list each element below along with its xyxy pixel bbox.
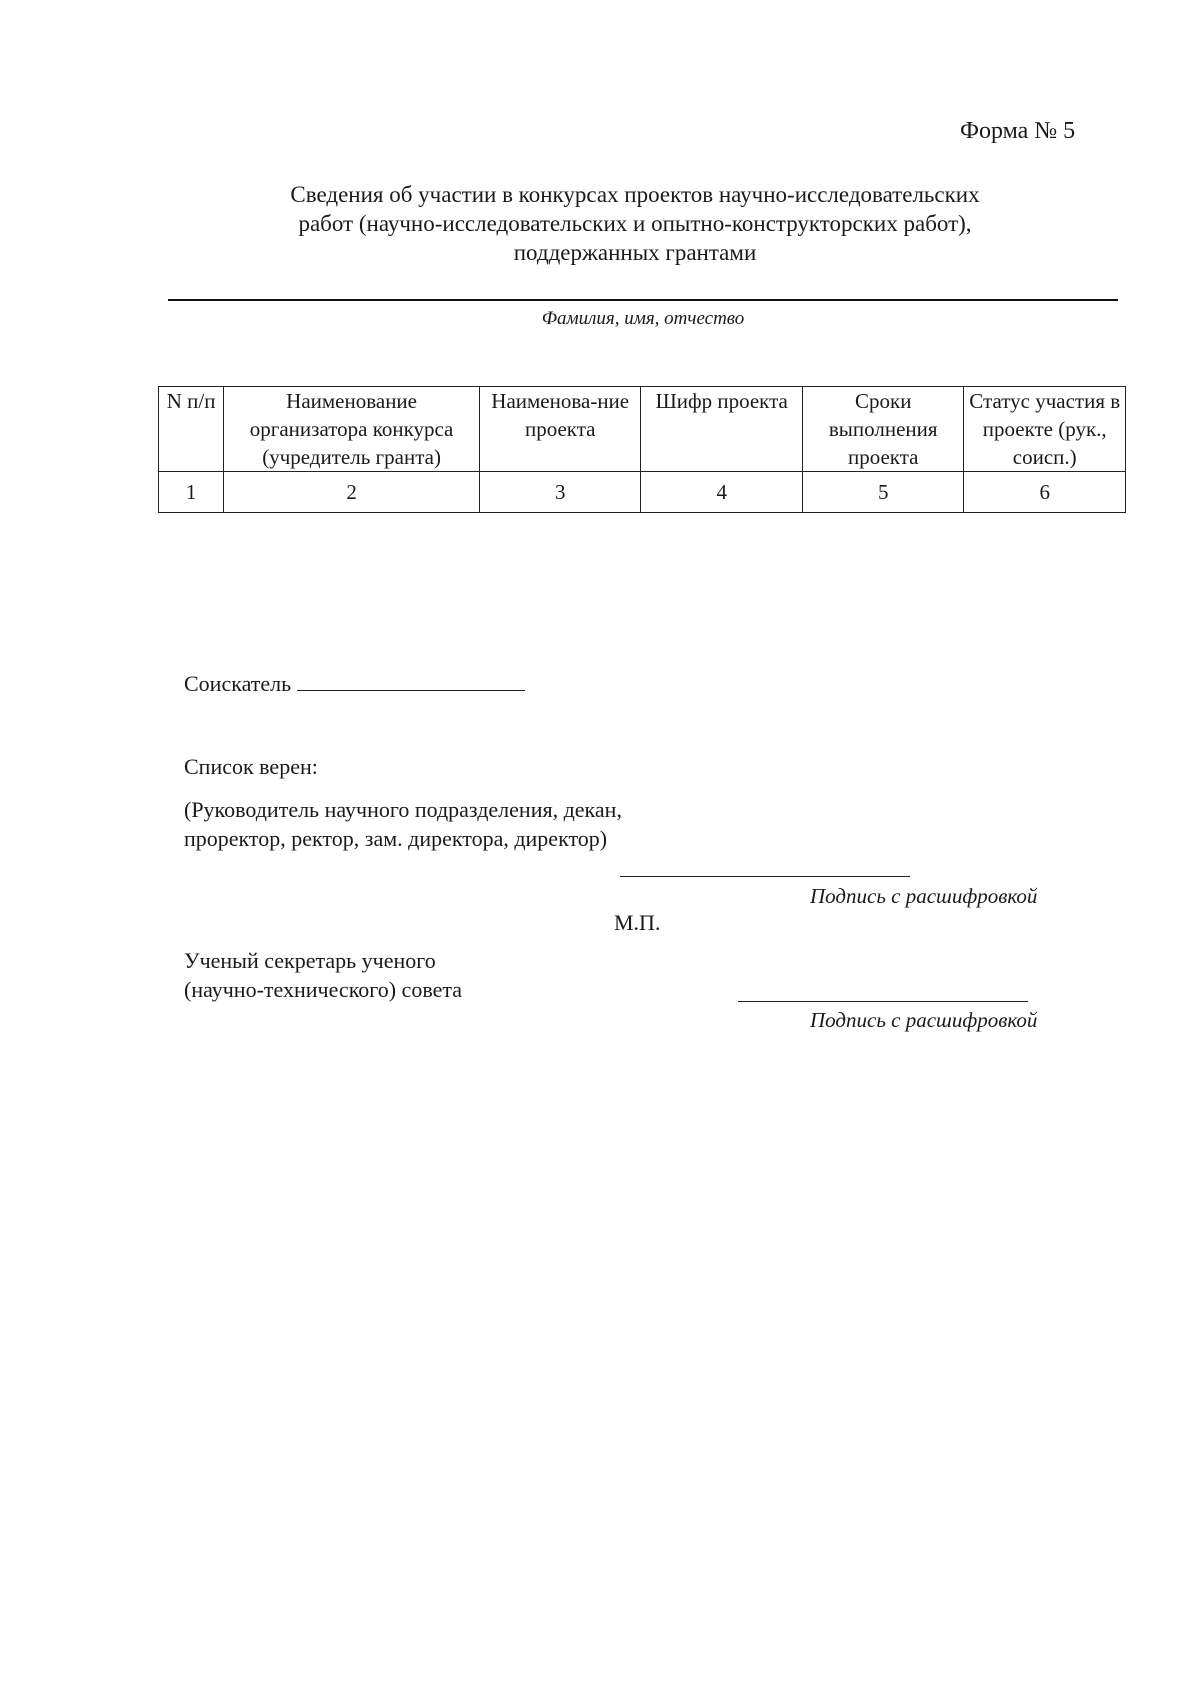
column-number-3: 3 [479, 472, 641, 513]
name-field-caption: Фамилия, имя, отчество [541, 308, 745, 329]
applicant-row [184, 668, 525, 698]
list-correct-label: Список верен: [184, 754, 318, 779]
head-signature-line[interactable] [620, 876, 910, 877]
applicant-signature-line[interactable] [297, 668, 525, 691]
title-line-1: Сведения об участии в конкурсах проектов научно-исследовательских [290, 182, 980, 207]
name-field-line[interactable] [168, 299, 1118, 301]
column-number-1: 1 [159, 472, 224, 513]
column-number-6: 6 [964, 472, 1126, 513]
head-position-block [184, 795, 622, 853]
column-number-2: 2 [224, 472, 480, 513]
secretary-line-1: Ученый секретарь ученого [184, 948, 436, 973]
head-position-line-2: проректор, ректор, зам. директора, директор) [184, 826, 608, 851]
header-number: N п/п [159, 387, 224, 472]
secretary-line-2: (научно-технического) совета [184, 977, 462, 1002]
head-signature-caption: Подпись с расшифровкой [810, 884, 1038, 908]
secretary-signature-caption: Подпись с расшифровкой [810, 1008, 1038, 1032]
column-number-5: 5 [802, 472, 964, 513]
stamp-label: М.П. [614, 910, 661, 935]
table-header-row [159, 387, 1126, 472]
secretary-signature-line[interactable] [738, 1001, 1028, 1002]
header-project-code: Шифр проекта [641, 387, 803, 472]
secretary-block [184, 946, 462, 1004]
applicant-label: Соискатель [184, 671, 292, 696]
header-project-dates: Сроки выполнения проекта [802, 387, 964, 472]
table-number-row [159, 472, 1126, 513]
document-title [160, 180, 1110, 267]
head-position-line-1: (Руководитель научного подразделения, декан, [184, 797, 622, 822]
header-organizer: Наименование организатора конкурса (учредитель гранта) [224, 387, 480, 472]
title-line-2: работ (научно-исследовательских и опытно-конструкторских работ), [298, 211, 972, 236]
header-participation-status: Статус участия в проекте (рук., соисп.) [964, 387, 1126, 472]
column-number-4: 4 [641, 472, 803, 513]
grants-table [158, 386, 1126, 513]
header-project-name: Наименова-ние проекта [479, 387, 641, 472]
title-line-3: поддержанных грантами [513, 240, 757, 265]
form-number: Форма № 5 [960, 118, 1076, 144]
